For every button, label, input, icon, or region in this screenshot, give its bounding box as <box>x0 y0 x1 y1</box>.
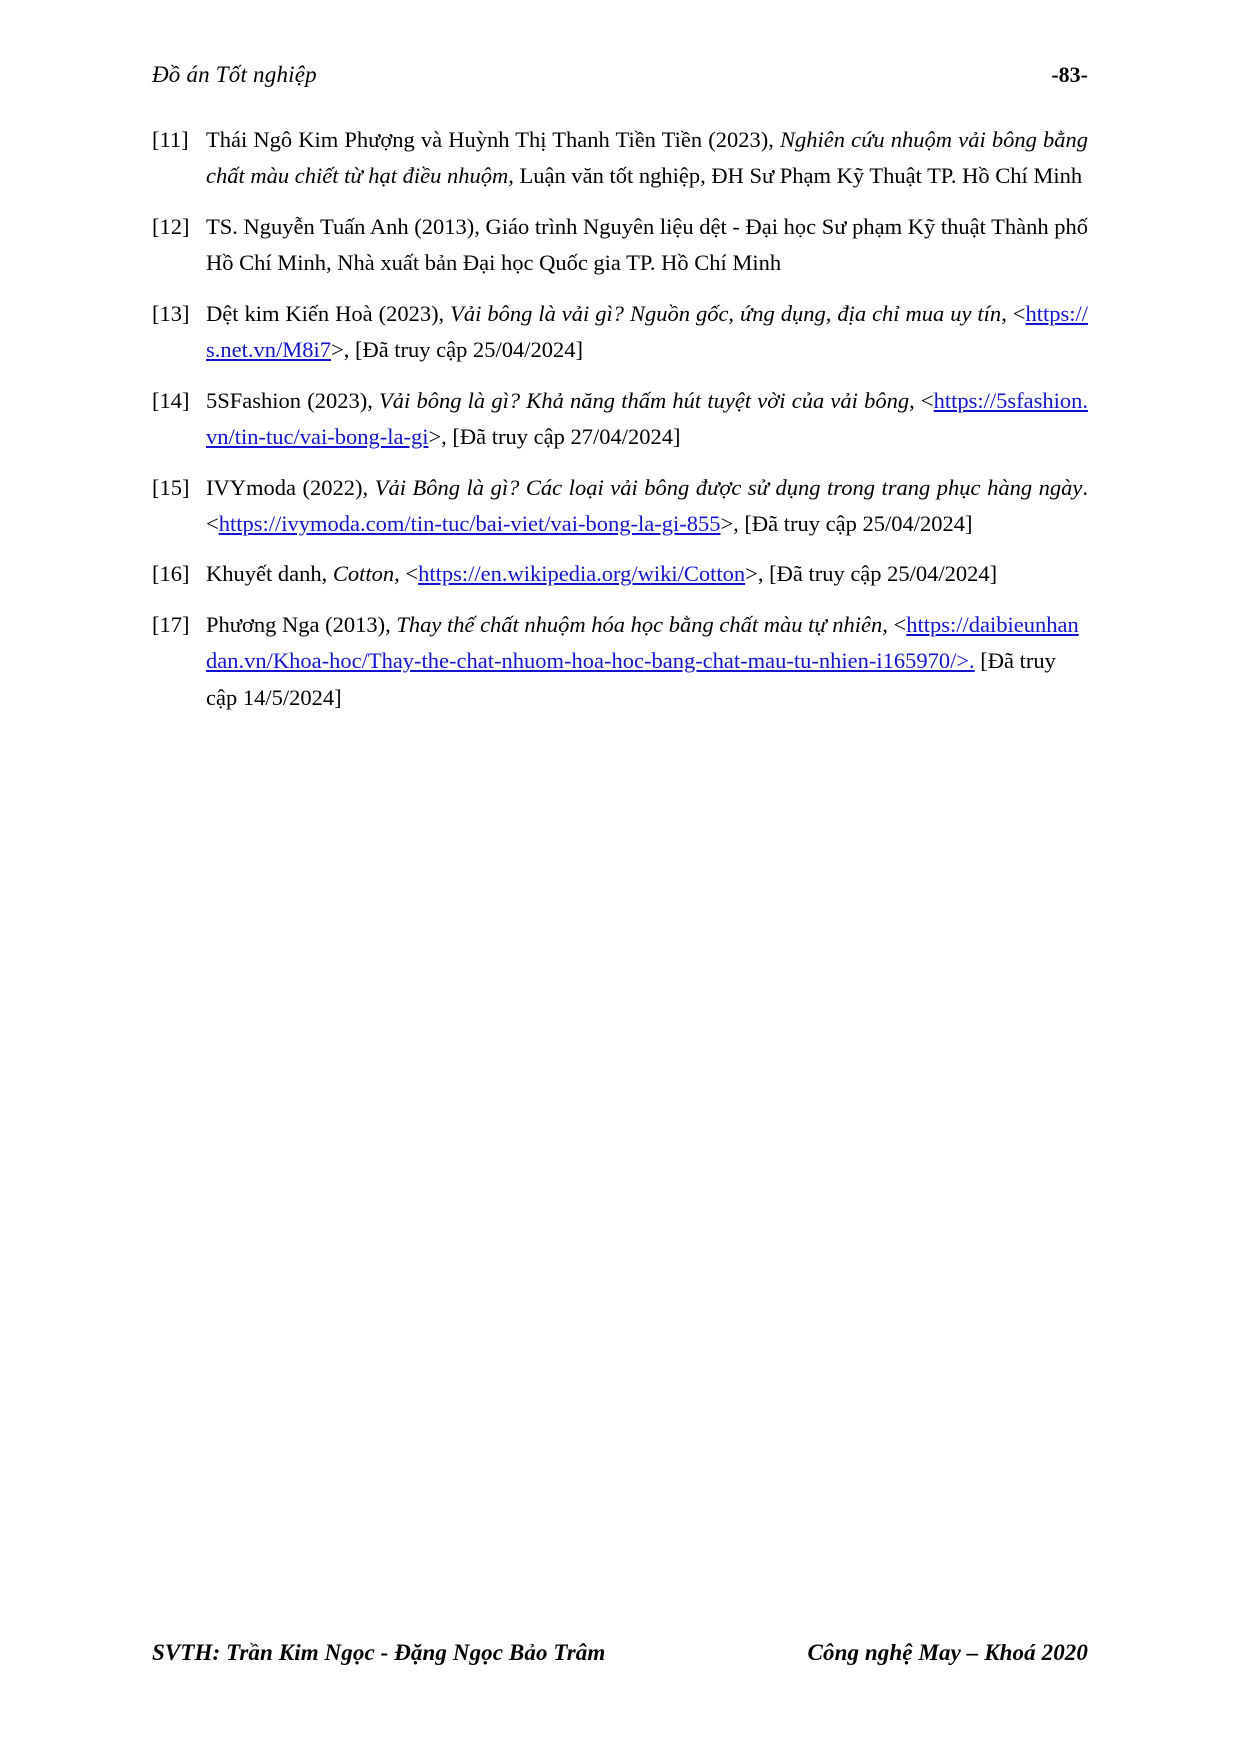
reference-number: [12] <box>152 213 190 239</box>
reference-part: Khuyết danh, <box>206 561 333 587</box>
reference-part: , Luận văn tốt nghiệp, ĐH Sư Phạm Kỹ Thuật TP. Hồ Chí Minh <box>508 163 1083 189</box>
reference-number: [14] <box>152 387 190 413</box>
reference-text <box>206 470 1088 543</box>
reference-text <box>206 122 1088 195</box>
reference-text <box>206 556 1088 592</box>
reference-number: [17] <box>152 611 190 637</box>
reference-part: Phương Nga (2013), <box>206 611 397 637</box>
list-item <box>152 383 1088 456</box>
reference-part: Dệt kim Kiến Hoà (2023), <box>206 300 451 326</box>
reference-number: [11] <box>152 127 189 152</box>
reference-part: >, [Đã truy cập 25/04/2024] <box>745 561 998 587</box>
page-header <box>152 62 1088 88</box>
reference-number: [16] <box>152 561 190 587</box>
reference-part: >, [Đã truy cập 25/04/2024] <box>720 510 973 536</box>
page-footer <box>152 1640 1088 1666</box>
reference-link[interactable]: https://daibieunhandan.vn/Khoa-hoc/Thay-the-chat-nhuom-hoa-hoc-bang-chat-mau-tu-nhien-i165970/>. <box>206 611 1079 674</box>
reference-text <box>206 209 1088 282</box>
reference-part: , < <box>882 611 907 637</box>
list-item <box>152 122 1088 195</box>
reference-link[interactable]: https://5sfashion.vn/tin-tuc/vai-bong-la-gi <box>206 387 1088 450</box>
reference-part: [Đã truy cập 14/5/2024] <box>206 648 1056 710</box>
reference-title-italic: Nghiên cứu nhuộm vải bông bằng chất màu chiết từ hạt điều nhuộm <box>206 127 1088 189</box>
reference-number: [15] <box>152 474 190 500</box>
list-item <box>152 470 1088 543</box>
reference-part: , < <box>394 561 419 587</box>
reference-part: TS. Nguyễn Tuấn Anh (2013), Giáo trình Nguyên liệu dệt - Đại học Sư phạm Kỹ thuật Thành phố Hồ Chí Minh, Nhà xuất bản Đại học Quốc gia TP. Hồ Chí Minh <box>206 213 1088 276</box>
reference-link[interactable]: https://s.net.vn/M8i7 <box>206 300 1088 363</box>
reference-part: 5SFashion (2023), <box>206 387 380 413</box>
reference-link[interactable]: https://ivymoda.com/tin-tuc/bai-viet/vai-bong-la-gi-855 <box>218 510 721 536</box>
page-number: -83- <box>1051 62 1088 87</box>
reference-title-italic: Thay thế chất nhuộm hóa học bằng chất màu tự nhiên <box>396 611 883 637</box>
reference-title-italic: Vải Bông là gì? Các loại vải bông được sử dụng trong trang phục hàng ngày <box>374 474 1083 500</box>
reference-title-italic: Vải bông là gì? Khả năng thấm hút tuyệt vời của vải bông <box>379 387 910 413</box>
reference-text <box>206 607 1088 716</box>
reference-title-italic: Vải bông là vải gì? Nguồn gốc, ứng dụng, địa chỉ mua uy tín <box>450 300 1002 326</box>
list-item <box>152 296 1088 369</box>
list-item <box>152 209 1088 282</box>
footer-authors: SVTH: Trần Kim Ngọc - Đặng Ngọc Bảo Trâm <box>152 1640 606 1665</box>
reference-part: , < <box>1001 300 1026 326</box>
reference-part: , < <box>909 387 934 413</box>
reference-part: Thái Ngô Kim Phượng và Huỳnh Thị Thanh Tiền Tiền (2023), <box>206 127 781 152</box>
reference-number: [13] <box>152 300 190 326</box>
reference-text <box>206 383 1088 456</box>
reference-link[interactable]: https://en.wikipedia.org/wiki/Cotton <box>418 561 746 587</box>
reference-text <box>206 296 1088 369</box>
header-title: Đồ án Tốt nghiệp <box>152 62 317 87</box>
list-item <box>152 607 1088 716</box>
reference-part: . < <box>206 474 1088 536</box>
reference-part: >, [Đã truy cập 27/04/2024] <box>428 424 681 450</box>
list-item <box>152 556 1088 592</box>
footer-program: Công nghệ May – Khoá 2020 <box>807 1640 1088 1665</box>
reference-part: >, [Đã truy cập 25/04/2024] <box>331 337 584 363</box>
reference-list <box>152 122 1088 730</box>
reference-title-italic: Cotton <box>332 561 395 587</box>
reference-part: IVYmoda (2022), <box>206 474 375 500</box>
